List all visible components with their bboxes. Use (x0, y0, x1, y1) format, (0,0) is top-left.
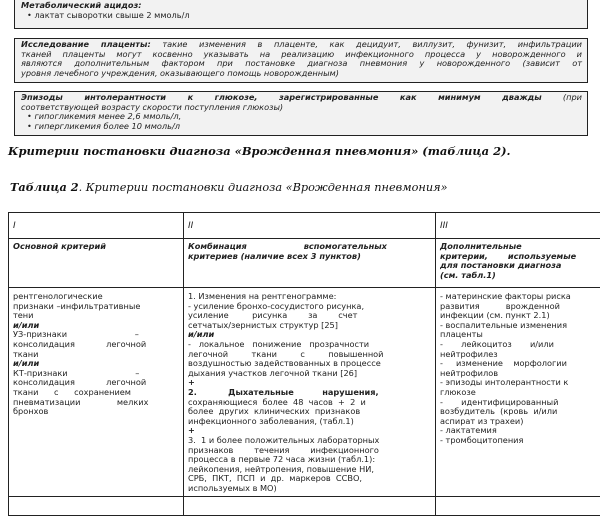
glucose-title: Эпизоды интолерантности к глюкозе, зарегистрированные как минимум дважды (21, 92, 542, 102)
col3-line: инфекции (см. пункт 2.1) (440, 311, 600, 321)
criteria-table (8, 212, 600, 516)
col2-line: и/или (188, 330, 432, 340)
col-number-3 (436, 213, 600, 239)
col-number-2-text: II (188, 221, 193, 231)
col1-line: бронхов (13, 407, 180, 417)
placenta-line-4: уровня лечебного учреждения, оказывающего помощь новорожденным) (21, 69, 582, 79)
glucose-box (14, 91, 588, 136)
col2-line: более других клинических признаков (188, 407, 432, 417)
col3-line: - тромбоцитопения (440, 436, 600, 446)
col-number-1-text: I (13, 221, 16, 231)
col2-line: - усиление бронхо-сосудистого рисунка, (188, 302, 432, 312)
col1-line: и/или (13, 359, 180, 369)
glucose-line-2: соответствующей возрасту скорости поступления глюкозы) (21, 103, 582, 113)
col3-line: аспират из трахеи) (440, 417, 600, 427)
col2-line: сетчатых/зернистых структур [25] (188, 321, 432, 331)
col3-line: - лактатемия (440, 426, 600, 436)
col3-line: - идентифицированный (440, 398, 600, 408)
body-col2 (184, 288, 436, 497)
header-col2-line1: Комбинация вспомогательных (188, 242, 432, 252)
bullet-icon: • (27, 121, 32, 131)
header-col3-line4: (см. табл.1) (440, 271, 600, 281)
header-col2-line2: критериев (наличие всех 3 пунктов) (188, 252, 432, 262)
col2-line: + (188, 426, 432, 436)
col-number-1 (9, 213, 184, 239)
acidosis-item-text: лактат сыворотки свыше 2 ммоль/л (34, 10, 189, 20)
col3-line: - материнские факторы риска (440, 292, 600, 302)
col2-line: процесса в первые 72 часа жизни (табл.1): (188, 455, 432, 465)
col-number-2 (184, 213, 436, 239)
bullet-icon: • (27, 10, 32, 20)
table-caption-label: Таблица 2 (10, 180, 79, 194)
table-row-numbers (9, 213, 600, 239)
col1-line: пневматизации мелких (13, 398, 180, 408)
header-col3-line1: Дополнительные (440, 242, 600, 252)
acidosis-box (14, 0, 588, 29)
col1-line: ткани с сохранением (13, 388, 180, 398)
empty-cell-2 (184, 497, 436, 516)
col1-line: признаки –инфильтративные (13, 302, 180, 312)
header-col3 (436, 239, 600, 288)
col2-line: 3. 1 и более положительных лабораторных (188, 436, 432, 446)
glucose-item-1-text: гипогликемия менее 2,6 ммоль/л, (34, 111, 181, 121)
placenta-line-2: тканей плаценты могут косвенно указывать на реализацию инфекционного процесса у новорожденного и (21, 50, 582, 60)
header-col2 (184, 239, 436, 288)
col2-line: СРБ, ПКТ, ПСП и др. маркеров ССВО, (188, 474, 432, 484)
glucose-title-suffix: (при (563, 92, 582, 102)
col2-line: признаков течения инфекционного (188, 446, 432, 456)
col3-line: глюкозе (440, 388, 600, 398)
table-caption (10, 180, 448, 194)
section-heading: Критерии постановки диагноза «Врожденная пневмония» (таблица 2). (8, 144, 511, 158)
col3-line: возбудитель (кровь и/или (440, 407, 600, 417)
col1-line: КТ-признаки – (13, 369, 180, 379)
col-number-3-text: III (440, 221, 448, 231)
col2-line: воздушностью задействованных в процессе (188, 359, 432, 369)
col1-line: консолидация легочной (13, 378, 180, 388)
col3-line: - эпизоды интолерантности к (440, 378, 600, 388)
header-col3-line2: критерии, используемые (440, 252, 600, 262)
col1-line: консолидация легочной (13, 340, 180, 350)
col1-line: тени (13, 311, 180, 321)
header-col1-text: Основной критерий (13, 242, 180, 252)
col2-line: сохраняющиеся более 48 часов + 2 и (188, 398, 432, 408)
header-col1 (9, 239, 184, 288)
col3-line: - изменение морфологии (440, 359, 600, 369)
table-row-headers (9, 239, 600, 288)
col1-line: рентгенологические (13, 292, 180, 302)
empty-cell-3 (436, 497, 600, 516)
table-row-body (9, 288, 600, 497)
col2-line: 2. Дыхательные нарушения, (188, 388, 432, 398)
placenta-line-3: являются дополнительным фактором при постановке диагноза пневмония у новорожденного (зависит от (21, 59, 582, 69)
placenta-box (14, 38, 588, 83)
col2-line: лейкопения, нейтропения, повышение НИ, (188, 465, 432, 475)
col2-line: + (188, 378, 432, 388)
glucose-item-2 (21, 122, 582, 132)
col2-line: дыхания участков легочной ткани [26] (188, 369, 432, 379)
placenta-title: Исследование плаценты: (21, 39, 151, 49)
glucose-item-2-text: гипергликемия более 10 ммоль/л (34, 121, 179, 131)
col3-line: развития врожденной (440, 302, 600, 312)
acidosis-item (21, 11, 582, 21)
table-row-empty (9, 497, 600, 516)
col3-line: нейтрофилов (440, 369, 600, 379)
col2-line: используемых в МО) (188, 484, 432, 494)
col1-line: ткани (13, 350, 180, 360)
table-caption-text: . Критерии постановки диагноза «Врожденная пневмония» (79, 181, 448, 194)
col2-line: легочной ткани с повышенной (188, 350, 432, 360)
col3-line: плаценты (440, 330, 600, 340)
col2-line: усиление рисунка за счет (188, 311, 432, 321)
col3-line: нейтрофилез (440, 350, 600, 360)
acidosis-title: Метаболический ацидоз: (21, 1, 582, 11)
body-col1 (9, 288, 184, 497)
header-col3-line3: для постановки диагноза (440, 261, 600, 271)
placenta-text-1: такие изменения в плаценте, как децидуит, виллузит, фунизит, инфильтрации (162, 39, 582, 49)
col2-line: 1. Изменения на рентгенограмме: (188, 292, 432, 302)
col1-line: и/или (13, 321, 180, 331)
col2-line: - локальное понижение прозрачности (188, 340, 432, 350)
col1-line: УЗ-признаки – (13, 330, 180, 340)
bullet-icon: • (27, 111, 32, 121)
col2-line: инфекционного заболевания, (табл.1) (188, 417, 432, 427)
body-col3 (436, 288, 600, 497)
col3-line: - лейкоцитоз и/или (440, 340, 600, 350)
col3-line: - воспалительные изменения (440, 321, 600, 331)
empty-cell-1 (9, 497, 184, 516)
